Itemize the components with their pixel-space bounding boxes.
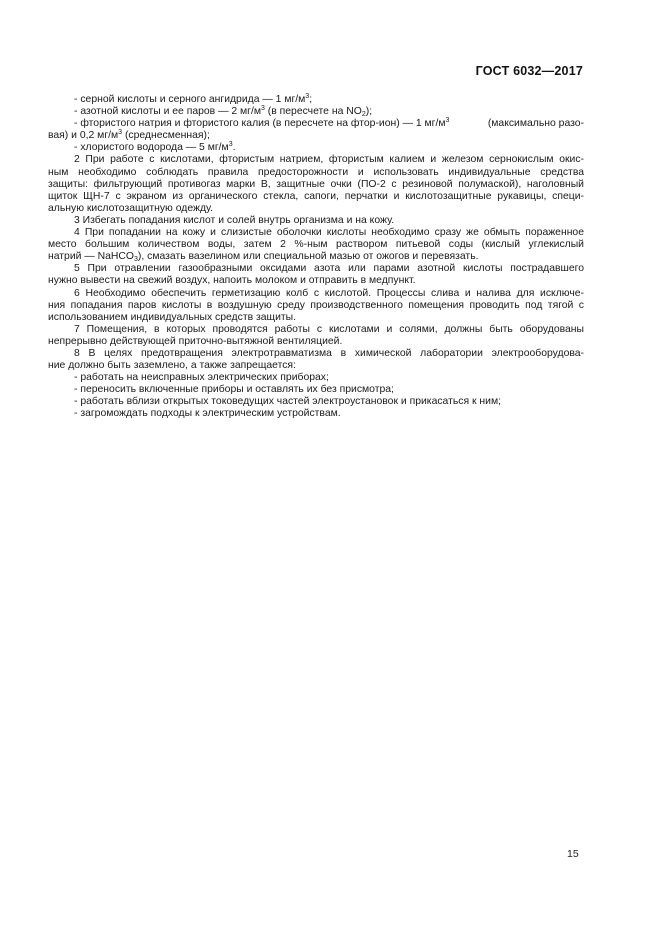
paragraph-4-line: место большим количеством воды, затем 2 %-ным раствором питьевой соды (кислый углекислый (48, 239, 584, 251)
paragraph-6-line: использованием индивидуальных средств защиты. (48, 311, 296, 323)
paragraph-6-line: ния попадания паров кислоты в воздушную среду производственного помещения проводить под тягой с (48, 299, 584, 311)
paragraph-6-line: 6 Необходимо обеспечить герметизацию колб с кислотой. Процессы слива и налива для исключе- (74, 287, 584, 299)
paragraph-2-line: 2 При работе с кислотами, фтористым натрием, фтористым калием и железом сернокислым окис- (74, 154, 584, 166)
subscript: 2 (361, 111, 366, 119)
line-tail: ; (309, 94, 313, 105)
document-body (48, 94, 584, 421)
paragraph-7-line: 7 Помещения, в которых проводятся работы с кислотами и солями, должны быть оборудованы (74, 323, 584, 335)
paragraph-2-line: защиты: фильтрующий противогаз марки В, защитные очки (ПО-2 с резиновой полумаской), наголовный (48, 178, 584, 190)
text-line (48, 130, 584, 142)
list-item: - работать на неисправных электрических приборах; (74, 372, 329, 384)
paragraph-8-line: ние должно быть заземлено, а также запрещается: (48, 360, 296, 372)
line-tail: (среднесменная); (122, 130, 210, 142)
list-item: - загромождать подходы к электрическим устройствам. (74, 408, 341, 420)
text-line (48, 118, 584, 130)
text-line (48, 142, 584, 154)
superscript: 3 (228, 141, 233, 149)
line-tail: . (232, 142, 236, 154)
line-text: - азотной кислоты и ее паров — 2 мг/м (74, 106, 261, 118)
line-text: натрий — NaHCO (48, 251, 134, 263)
line-tail: ), смазать вазелином или специальной мазью от ожогов и перевязать. (137, 251, 479, 263)
paragraph-7-line: непрерывно действующей приточно-вытяжной вентиляцией. (48, 335, 343, 347)
text-line (48, 94, 584, 106)
line-text: - серной кислоты и серного ангидрида — 1 мг/м (74, 94, 306, 105)
page-number: 15 (567, 848, 579, 860)
list-item: - работать вблизи открытых токоведущих частей электроустановок и прикасаться к ним; (74, 396, 501, 408)
line-text: вая) и 0,2 мг/м (48, 130, 119, 142)
line-text: - хлористого водорода — 5 мг/м (74, 142, 229, 154)
subscript: 3 (133, 256, 138, 264)
line-mid: (в пересчете на NO (264, 106, 362, 118)
line-tail: (максимально разо- (487, 118, 584, 130)
paragraph-2-line: щиток ЩН-7 с экраном из органического стекла, сапоги, перчатки и кислотозащитные рукавицы, специ- (48, 190, 584, 202)
line-tail: ); (365, 106, 373, 118)
paragraph-8-line: 8 В целях предотвращения электротравматизма в химической лаборатории электрооборудова- (74, 347, 584, 359)
text-line (48, 106, 584, 118)
paragraph-3-line: 3 Избегать попадания кислот и солей внутрь организма и на кожу. (74, 214, 395, 226)
paragraph-4-line (48, 251, 584, 263)
list-item: - переносить включенные приборы и оставлять их без присмотра; (74, 384, 394, 396)
paragraph-5-line: 5 При отравлении газообразными оксидами азота или парами азотной кислоты пострадавшего (74, 263, 584, 275)
document-header-code: ГОСТ 6032—2017 (475, 64, 583, 78)
paragraph-2-line: альную кислотозащитную одежду. (48, 202, 214, 214)
superscript: 3 (305, 93, 310, 100)
line-text: - фтористого натрия и фтористого калия (в пересчете на фтор-ион) — 1 мг/м (74, 118, 446, 130)
superscript: 3 (445, 117, 450, 125)
paragraph-2-line: ным необходимо соблюдать правила предосторожности и использовать индивидуальные средства (48, 166, 584, 178)
superscript: 3 (118, 129, 123, 137)
superscript: 3 (260, 105, 265, 113)
paragraph-4-line: 4 При попадании на кожу и слизистые оболочки кислоты необходимо сразу же обмыть пораженное (74, 227, 584, 239)
paragraph-5-line: нужно вывести на свежий воздух, напоить молоком и отправить в медпункт. (48, 275, 416, 287)
